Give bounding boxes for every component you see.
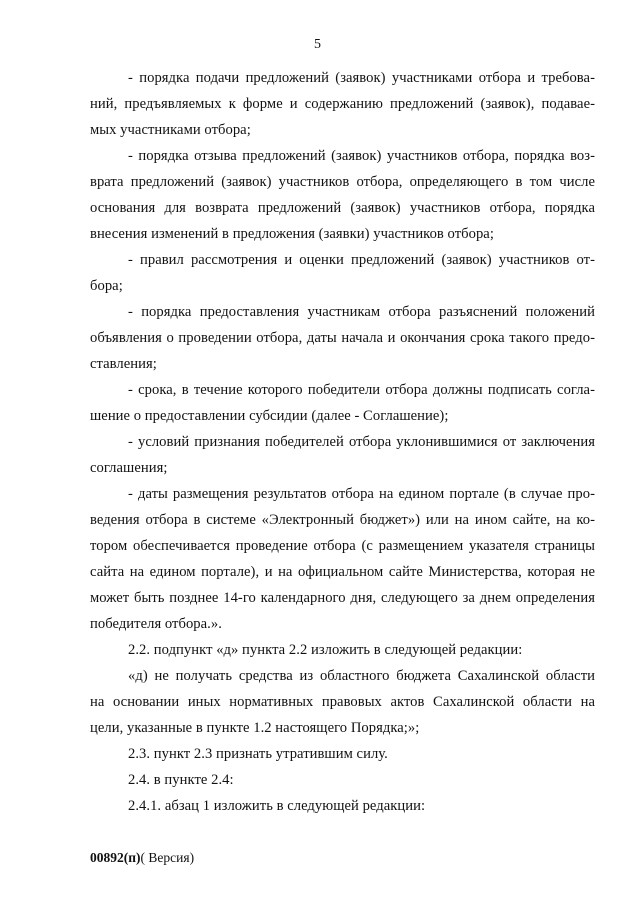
paragraph [90, 299, 595, 377]
paragraph [90, 65, 595, 143]
paragraph-line: сайта на едином портале), и на официальном сайте Министерства, которая не [90, 564, 595, 580]
paragraph-line: основания для возврата предложений (заявок) участников отбора, порядка [90, 200, 595, 216]
paragraph-line: - правил рассмотрения и оценки предложений (заявок) участников от- [128, 252, 595, 268]
paragraph-line: бора; [90, 278, 123, 294]
paragraph-line: 2.4.1. абзац 1 изложить в следующей редакции: [128, 798, 426, 814]
paragraph-line: врата предложений (заявок) участников отбора, определяющего в том числе [90, 174, 595, 190]
paragraph-line: ний, предъявляемых к форме и содержанию предложений (заявок), подавае- [90, 96, 595, 112]
paragraph-line: ведения отбора в системе «Электронный бюджет») или на ином сайте, на ко- [90, 512, 595, 528]
paragraph [90, 143, 595, 247]
paragraph-line: тором обеспечивается проведение отбора (с размещением указателя страницы [90, 538, 595, 554]
paragraph [90, 663, 595, 741]
paragraph-line: цели, указанные в пункте 1.2 настоящего Порядка;»; [90, 720, 420, 736]
document-body [90, 65, 595, 819]
paragraph [90, 481, 595, 637]
paragraph [90, 767, 595, 793]
page-number: 5 [314, 37, 321, 52]
paragraph-line: 2.2. подпункт «д» пункта 2.2 изложить в следующей редакции: [128, 642, 523, 658]
paragraph-line: 2.3. пункт 2.3 признать утратившим силу. [128, 746, 388, 762]
paragraph [90, 377, 595, 429]
paragraph-line: может быть позднее 14-го календарного дня, следующего за днем определения [90, 590, 595, 606]
paragraph-line: - условий признания победителей отбора уклонившимися от заключения [128, 434, 595, 450]
paragraph-line: - порядка подачи предложений (заявок) участниками отбора и требова- [128, 70, 595, 86]
paragraph [90, 247, 595, 299]
paragraph-line: ставления; [90, 356, 157, 372]
paragraph-line: победителя отбора.». [90, 616, 222, 632]
paragraph [90, 741, 595, 767]
paragraph-line: 2.4. в пункте 2.4: [128, 772, 234, 788]
paragraph [90, 793, 595, 819]
paragraph-line: - порядка отзыва предложений (заявок) участников отбора, порядка воз- [128, 148, 595, 164]
paragraph [90, 637, 595, 663]
paragraph-line: - срока, в течение которого победители отбора должны подписать согла- [128, 382, 595, 398]
paragraph-line: «д) не получать средства из областного бюджета Сахалинской области [128, 668, 595, 684]
document-footer [90, 850, 194, 866]
document-version: ( Версия) [140, 850, 195, 865]
paragraph-line: соглашения; [90, 460, 168, 476]
paragraph-line: объявления о проведении отбора, даты начала и окончания срока такого предо- [90, 330, 595, 346]
paragraph-line: мых участниками отбора; [90, 122, 251, 138]
paragraph-line: шение о предоставлении субсидии (далее - Соглашение); [90, 408, 449, 424]
paragraph [90, 429, 595, 481]
paragraph-line: - даты размещения результатов отбора на едином портале (в случае про- [128, 486, 595, 502]
paragraph-line: - порядка предоставления участникам отбора разъяснений положений [128, 304, 595, 320]
document-code: 00892(п) [90, 850, 141, 865]
paragraph-line: на основании иных нормативных правовых актов Сахалинской области на [90, 694, 595, 710]
paragraph-line: внесения изменений в предложения (заявки) участников отбора; [90, 226, 494, 242]
